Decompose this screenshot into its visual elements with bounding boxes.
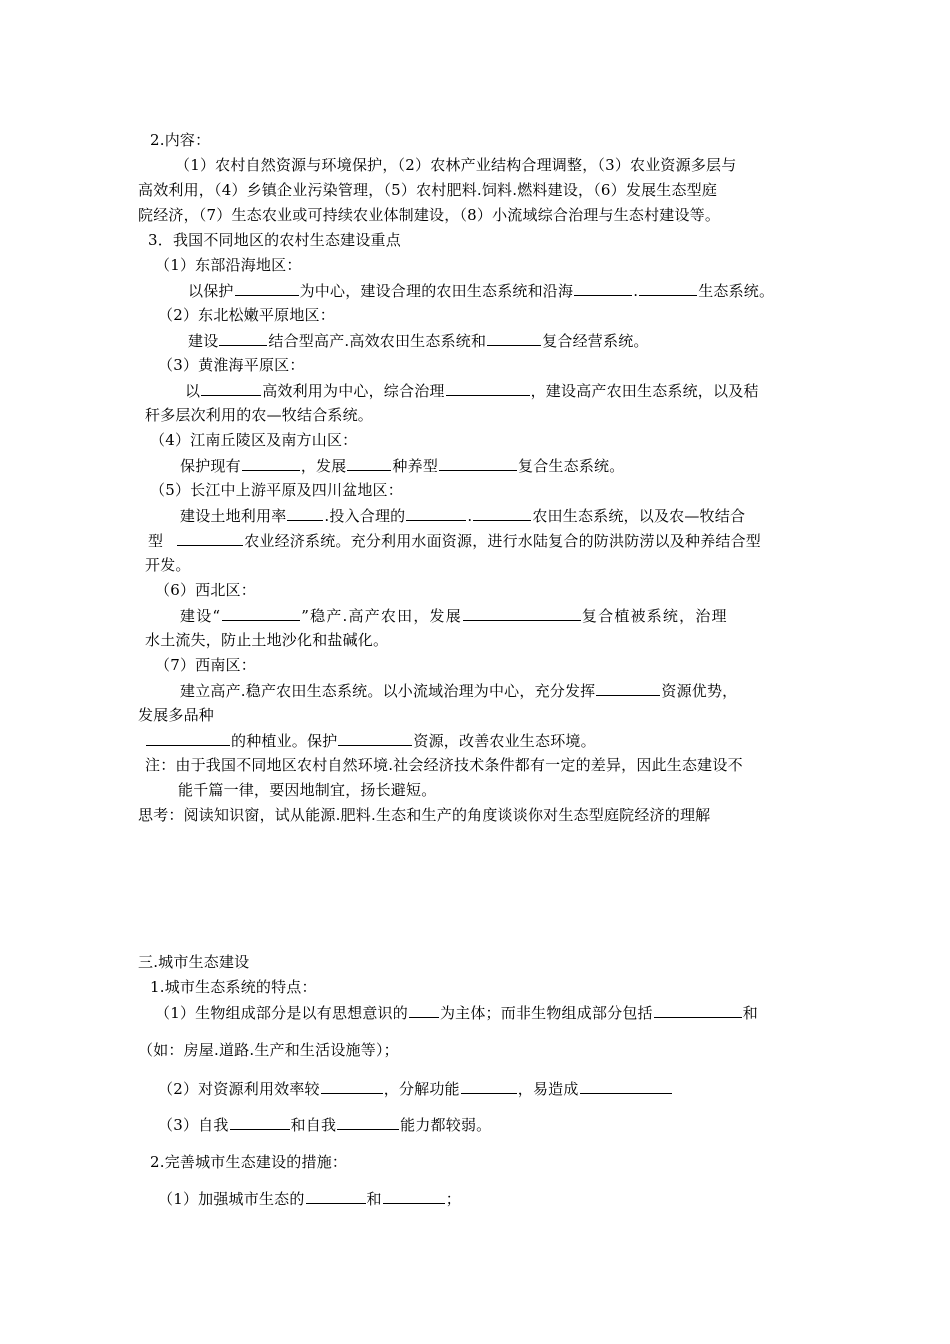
feature-1-text-c: 和 [742, 1004, 758, 1022]
fill-blank[interactable] [222, 605, 300, 621]
region-7-line-2: 发展多品种 [138, 706, 215, 724]
fill-blank[interactable] [439, 455, 517, 471]
fill-blank[interactable] [409, 1002, 439, 1018]
fill-blank[interactable] [596, 680, 660, 696]
feature-2-text-b: ，分解功能 [383, 1080, 460, 1098]
features-heading: 1.城市生态系统的特点： [150, 978, 317, 996]
fill-blank[interactable] [287, 505, 323, 521]
feature-2-text-c: ，易造成 [517, 1080, 579, 1098]
region-4-title: （4）江南丘陵区及南方山区： [150, 431, 358, 449]
fill-blank[interactable] [146, 730, 230, 746]
feature-1-line [155, 1002, 758, 1023]
fill-blank[interactable] [574, 280, 632, 296]
fill-blank[interactable] [177, 530, 243, 546]
region-6-text-a: 建设“ [180, 607, 222, 625]
fill-blank[interactable] [487, 330, 541, 346]
region-5-text-e: 型 [148, 532, 164, 550]
fill-blank[interactable] [580, 1078, 672, 1094]
fill-blank[interactable] [235, 280, 299, 296]
measure-1-text-a: （1）加强城市生态的 [158, 1190, 305, 1208]
measures-heading: 2.完善城市生态建设的措施： [150, 1153, 348, 1171]
region-5-text-a: 建设土地利用率 [180, 507, 287, 525]
content-line-3: 院经济，（7）生态农业或可持续农业体制建设，（8）小流域综合治理与生态村建设等。 [138, 206, 721, 224]
fill-blank[interactable] [347, 455, 391, 471]
fill-blank[interactable] [383, 1188, 445, 1204]
region-5-text-c: . [467, 507, 473, 525]
region-1-text-b: 为中心，建设合理的农田生态系统和沿海 [299, 282, 574, 300]
fill-blank[interactable] [446, 380, 530, 396]
urban-heading: 三.城市生态建设 [138, 953, 250, 971]
note-line-2: 能千篇一律，要因地制宜，扬长避短。 [178, 781, 437, 799]
region-4-text-c: 种养型 [392, 457, 439, 475]
region-7-line [180, 680, 737, 701]
fill-blank[interactable] [321, 1078, 383, 1094]
region-4-line [180, 455, 624, 476]
feature-1-line-2: （如：房屋.道路.生产和生活设施等）； [138, 1041, 399, 1059]
region-3-text-c: ，建设高产农田生态系统，以及秸 [530, 382, 759, 400]
measure-1-text-c: ； [445, 1190, 461, 1208]
region-5-text-b: .投入合理的 [324, 507, 406, 525]
feature-3-line [158, 1114, 491, 1135]
content-line-1: （1）农村自然资源与环境保护，（2）农林产业结构合理调整，（3）农业资源多层与 [175, 156, 737, 174]
region-7-text-b: 资源优势， [661, 682, 738, 700]
region-5-line-3: 开发。 [145, 556, 191, 574]
think-question: 思考：阅读知识窗，试从能源.肥料.生态和生产的角度谈谈你对生态型庭院经济的理解 [138, 806, 711, 824]
region-5-line [180, 505, 745, 526]
fill-blank[interactable] [654, 1002, 742, 1018]
region-6-title: （6）西北区： [155, 581, 256, 599]
region-7-text-a: 建立高产.稳产农田生态系统。以小流域治理为中心，充分发挥 [180, 682, 596, 700]
region-4-text-b: ，发展 [300, 457, 347, 475]
note-line-1: 注：由于我国不同地区农村自然环境.社会经济技术条件都有一定的差异，因此生态建设不 [145, 756, 743, 774]
fill-blank[interactable] [242, 455, 300, 471]
region-3-text-b: 高效利用为中心，综合治理 [262, 382, 445, 400]
region-3-line [185, 380, 759, 401]
measure-1-line [158, 1188, 461, 1209]
feature-3-text-b: 和自我 [290, 1116, 337, 1134]
region-7-line-3 [145, 730, 596, 751]
region-7-text-e: 资源，改善农业生态环境。 [413, 732, 596, 750]
region-6-line-2: 水土流失，防止土地沙化和盐碱化。 [145, 631, 389, 649]
fill-blank[interactable] [639, 280, 697, 296]
region-3-title: （3）黄淮海平原区： [158, 356, 305, 374]
fill-blank[interactable] [406, 505, 466, 521]
region-7-text-d: 的种植业。保护 [231, 732, 338, 750]
region-7-title: （7）西南区： [155, 656, 256, 674]
fill-blank[interactable] [338, 730, 412, 746]
region-5-line-2 [148, 530, 761, 551]
fill-blank[interactable] [463, 605, 581, 621]
region-4-text-a: 保护现有 [180, 457, 241, 475]
region-5-text-f: 农业经济系统。充分利用水面资源，进行水陆复合的防洪防涝以及种养结合型 [244, 532, 762, 550]
region-4-text-d: 复合生态系统。 [518, 457, 625, 475]
fill-blank[interactable] [337, 1114, 399, 1130]
feature-3-text-a: （3）自我 [158, 1116, 229, 1134]
region-2-text-c: 复合经营系统。 [542, 332, 649, 350]
feature-1-text-a: （1）生物组成部分是以有思想意识的 [155, 1004, 408, 1022]
region-5-text-d: 农田生态系统，以及农—牧结合 [532, 507, 746, 525]
content-line-2: 高效利用，（4）乡镇企业污染管理，（5）农村肥料.饲料.燃料建设，（6）发展生态型庭 [138, 181, 718, 199]
region-1-text-c: . [633, 282, 639, 300]
region-1-text-a: 以保护 [188, 282, 234, 300]
region-6-text-b: ”稳产.高产农田，发展 [301, 607, 462, 625]
fill-blank[interactable] [201, 380, 261, 396]
region-2-text-b: 结合型高产.高效农田生态系统和 [268, 332, 487, 350]
feature-2-text-a: （2）对资源利用效率较 [158, 1080, 320, 1098]
feature-2-line [158, 1078, 673, 1099]
region-2-title: （2）东北松嫩平原地区： [158, 306, 335, 324]
fill-blank[interactable] [230, 1114, 290, 1130]
region-3-text-a: 以 [185, 382, 201, 400]
fill-blank[interactable] [461, 1078, 517, 1094]
region-6-line [180, 605, 728, 626]
content-heading: 2.内容： [150, 131, 211, 149]
region-1-text-d: 生态系统。 [698, 282, 775, 300]
fill-blank[interactable] [219, 330, 267, 346]
region-3-line-2: 秆多层次利用的农—牧结合系统。 [145, 406, 374, 424]
feature-3-text-c: 能力都较弱。 [400, 1116, 492, 1134]
region-2-line [188, 330, 649, 351]
region-2-text-a: 建设 [188, 332, 219, 350]
regions-heading: 3．我国不同地区的农村生态建设重点 [148, 231, 401, 249]
fill-blank[interactable] [473, 505, 531, 521]
region-6-text-c: 复合植被系统，治理 [581, 607, 728, 625]
feature-1-text-b: 为主体；而非生物组成部分包括 [439, 1004, 653, 1022]
measure-1-text-b: 和 [366, 1190, 382, 1208]
region-1-line [188, 280, 774, 301]
region-5-title: （5）长江中上游平原及四川盆地区： [150, 481, 403, 499]
fill-blank[interactable] [306, 1188, 366, 1204]
region-1-title: （1）东部沿海地区： [155, 256, 302, 274]
